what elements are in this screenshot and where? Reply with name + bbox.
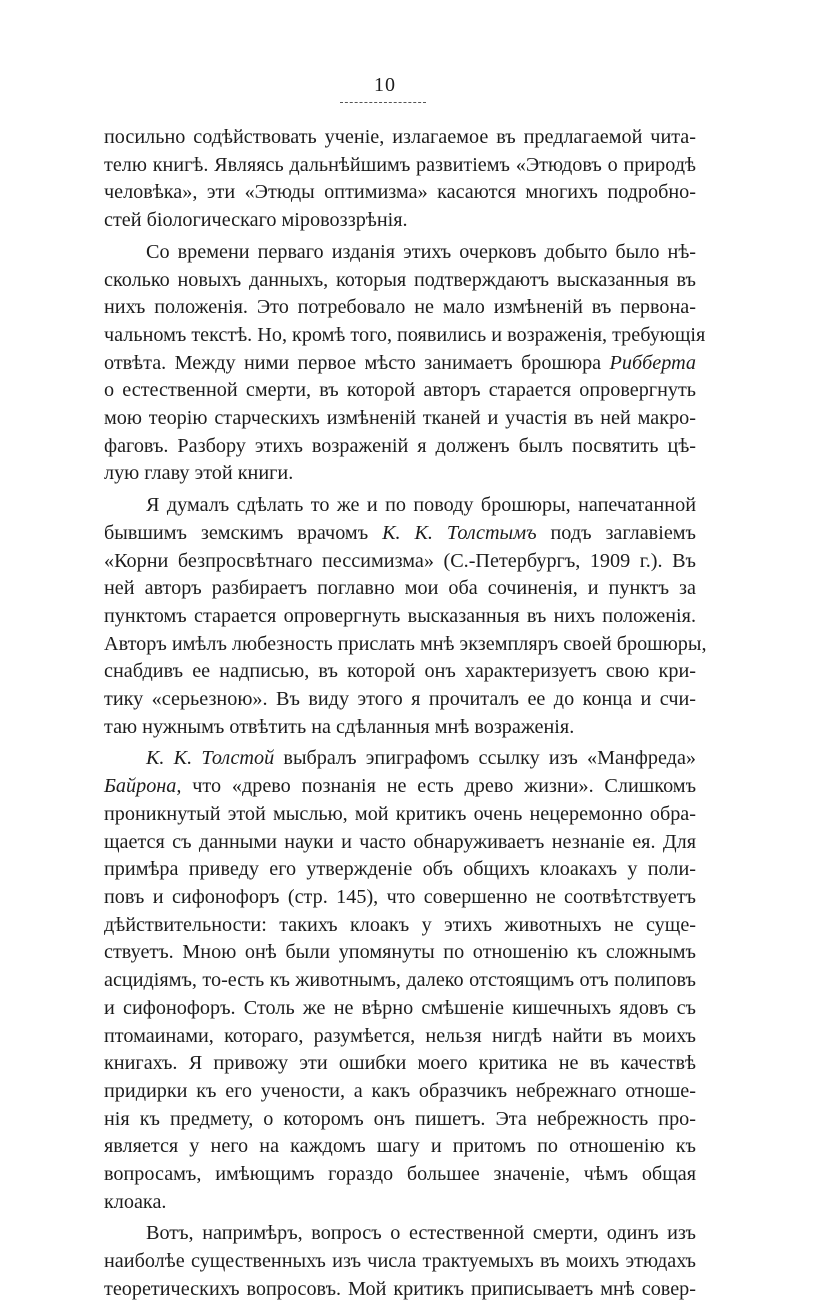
text-line: проникнутый этой мыслью, мой критикъ очень нецеремонно обра-	[104, 802, 696, 825]
text-line: фаговъ. Разбору этихъ возраженій я долженъ былъ посвятить цѣ-	[104, 434, 696, 457]
text-fragment: выбралъ эпиграфомъ ссылку изъ «Манфреда»	[283, 747, 697, 770]
text-line: наиболѣе существенныхъ изъ числа трактуемыхъ въ моихъ этюдахъ	[104, 1250, 696, 1273]
text-line: нія къ предмету, о которомъ онъ пишетъ. Эта небрежность про-	[104, 1107, 696, 1130]
text-line: придирки къ его учености, а какъ образчикъ небрежнаго отноше-	[104, 1079, 696, 1102]
author-name-italic: К. К. Толстой	[146, 747, 275, 770]
text-fragment: бывшимъ земскимъ врачомъ	[104, 521, 369, 544]
text-line-with-name	[104, 745, 696, 773]
text-line: пунктомъ старается опровергнуть высказанныя въ нихъ положенія.	[104, 604, 696, 627]
text-line: щается съ данными науки и часто обнаруживаетъ незнаніе ея. Для	[104, 830, 696, 853]
text-line: о естественной смерти, въ которой авторъ старается опровергнуть	[104, 379, 696, 402]
author-name-italic: К. К. Толстымъ	[382, 521, 537, 544]
text-line: Вотъ, напримѣръ, вопросъ о естественной смерти, одинъ изъ	[146, 1222, 696, 1245]
text-line: человѣка», эти «Этюды оптимизма» касаются многихъ подробно-	[104, 181, 696, 204]
text-line: теоретическихъ вопросовъ. Мой критикъ приписываетъ мнѣ совер-	[104, 1277, 696, 1300]
text-line: ствуетъ. Мною онѣ были упомянуты по отношенію къ сложнымъ	[104, 941, 696, 964]
text-line: тику «серьезною». Въ виду этого я прочиталъ ее до конца и счи-	[104, 688, 696, 711]
text-line: посильно содѣйствовать ученіе, излагаемое въ предлагаемой чита-	[104, 126, 696, 148]
text-fragment: подъ заглавіемъ	[550, 521, 696, 544]
text-line: сколько новыхъ данныхъ, которыя подтверждаютъ высказанныя въ	[104, 268, 696, 291]
text-line: повъ и сифонофоръ (стр. 145), что совершенно не соотвѣтствуетъ	[104, 885, 696, 908]
text-line: птомаинами, котораго, разумѣется, нельзя нигдѣ найти въ моихъ	[104, 1024, 696, 1047]
text-line: нихъ положенія. Это потребовало не мало измѣненій въ первона-	[104, 296, 696, 319]
text-line: Со времени перваго изданія этихъ очерковъ добыто было нѣ-	[146, 240, 696, 263]
text-line: дѣйствительности: такихъ клоакъ у этихъ животныхъ не суще-	[104, 913, 696, 936]
text-line: таю нужнымъ отвѣтить на сдѣланныя мнѣ возраженія.	[104, 715, 575, 738]
text-fragment: отвѣта. Между ними первое мѣсто занимаетъ брошюра	[104, 351, 602, 374]
text-line-with-name	[104, 773, 696, 801]
text-line: Авторъ имѣлъ любезность прислать мнѣ экземпляръ своей брошюры,	[104, 632, 707, 655]
paragraph-2	[104, 239, 706, 488]
text-line: является у него на каждомъ шагу и притомъ по отношенію къ	[104, 1135, 696, 1158]
body-text	[104, 124, 707, 1304]
text-line: и сифонофоръ. Столь же не вѣрно смѣшеніе кишечныхъ ядовъ съ	[104, 996, 696, 1019]
text-line: чальномъ текстѣ. Но, кромѣ того, появились и возраженія, требующія	[104, 323, 706, 346]
page-number: 10	[374, 74, 396, 96]
paragraph-4	[104, 745, 696, 1216]
text-line: телю книгѣ. Являясь дальнѣйшимъ развитіемъ «Этюдовъ о природѣ	[104, 153, 696, 176]
text-line: Я думалъ сдѣлать то же и по поводу брошюры, напечатанной	[146, 494, 696, 517]
text-line-with-name	[104, 350, 696, 378]
paragraph-1	[104, 124, 696, 235]
text-line: вопросамъ, имѣющимъ гораздо большее значеніе, чѣмъ общая	[104, 1163, 696, 1186]
header-rule	[340, 102, 426, 103]
byron-name-italic: Байрона,	[104, 775, 182, 798]
text-fragment: что «древо познанія не есть древо жизни». Слишкомъ	[192, 775, 697, 798]
text-line: асцидіямъ, то-есть къ животнымъ, далеко отстоящимъ отъ полиповъ	[104, 969, 696, 992]
text-line: книгахъ. Я привожу эти ошибки моего критика не въ качествѣ	[104, 1052, 696, 1075]
author-name-italic: Рибберта	[609, 351, 696, 374]
text-line: примѣра приведу его утвержденіе объ общихъ клоакахъ у поли-	[104, 858, 696, 881]
text-line-with-name	[104, 520, 696, 548]
text-line: лую главу этой книги.	[104, 462, 294, 485]
text-line: снабдивъ ее надписью, въ которой онъ характеризуетъ свою кри-	[104, 660, 696, 683]
paragraph-5	[104, 1220, 696, 1303]
paragraph-3	[104, 492, 707, 741]
text-line: клоака.	[104, 1190, 167, 1213]
text-line: мою теорію старческихъ измѣненій тканей и участія въ ней макро-	[104, 407, 696, 430]
text-line: «Корни безпросвѣтнаго пессимизма» (С.-Петербургъ, 1909 г.). Въ	[104, 549, 696, 572]
text-line: ней авторъ разбираетъ поглавно мои оба сочиненія, и пунктъ за	[104, 577, 696, 600]
text-line: стей біологическаго міровоззрѣнія.	[104, 209, 408, 232]
